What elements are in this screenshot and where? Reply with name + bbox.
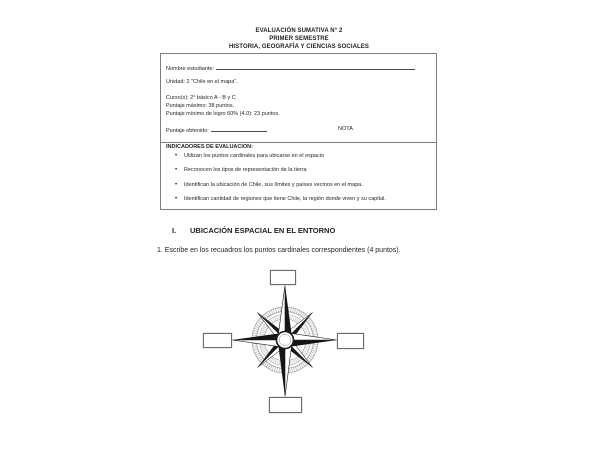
cardinal-answer-box-east[interactable] [337,333,364,349]
student-info-box [160,53,437,210]
cardinal-answer-box-west[interactable] [203,333,232,348]
indicadores-title: INDICADORES DE EVALUACION: [166,144,253,150]
puntaje-obtenido-row [166,126,430,135]
nombre-label: Nombre estudiante: [166,66,214,72]
puntaje-maximo-text: Puntaje máximo: 38 puntos. [166,103,235,109]
indicador-item: • Utilizan los puntos cardinales para ubicarse en el espacio [184,153,430,160]
document-header [160,27,438,51]
cardinal-answer-box-south[interactable] [269,397,302,413]
unidad-row [166,79,430,86]
puntaje-obtenido-label: Puntaje obtenido: [166,128,209,134]
curso-row [166,95,430,102]
nombre-blank-field[interactable] [216,64,415,70]
puntaje-maximo-row [166,103,430,110]
nombre-row [166,64,430,73]
curso-text: Curso(s): 2° básico A - B y C [166,95,236,101]
indicador-item: • Identifican la ubicación de Chile, sus límites y países vecinos en el mapa. [184,182,430,189]
section-numeral: I. [172,226,177,235]
header-line-evaluacion: EVALUACIÓN SUMATIVA N° 2 [255,28,343,34]
header-line-asignatura: HISTORIA, GEOGRAFÍA Y CIENCIAS SOCIALES [228,44,370,50]
indicador-item: • Identifican cantidad de regiones que tiene Chile, la región donde viven y su capital. [184,196,430,203]
puntaje-minimo-text: Puntaje mínimo de logro 60% (4.0): 23 puntos. [166,111,280,117]
question-1-instruction: 1. Escribe en los recuadros los puntos cardinales correspondientes (4 puntos). [157,247,401,254]
puntaje-minimo-row [166,111,430,118]
puntaje-obtenido-blank-field[interactable] [211,126,267,132]
header-line-semestre: PRIMER SEMESTRE [269,36,329,42]
cardinal-answer-box-north[interactable] [270,270,296,285]
section-title: UBICACIÓN ESPACIAL EN EL ENTORNO [190,226,336,235]
nota-label: NOTA [338,126,353,132]
info-box-divider [161,142,436,143]
indicador-item: • Reconocen los tipos de representación de la tierra [184,167,430,174]
unidad-text: Unidad: 2 "Chile en el mapa". [166,79,238,85]
